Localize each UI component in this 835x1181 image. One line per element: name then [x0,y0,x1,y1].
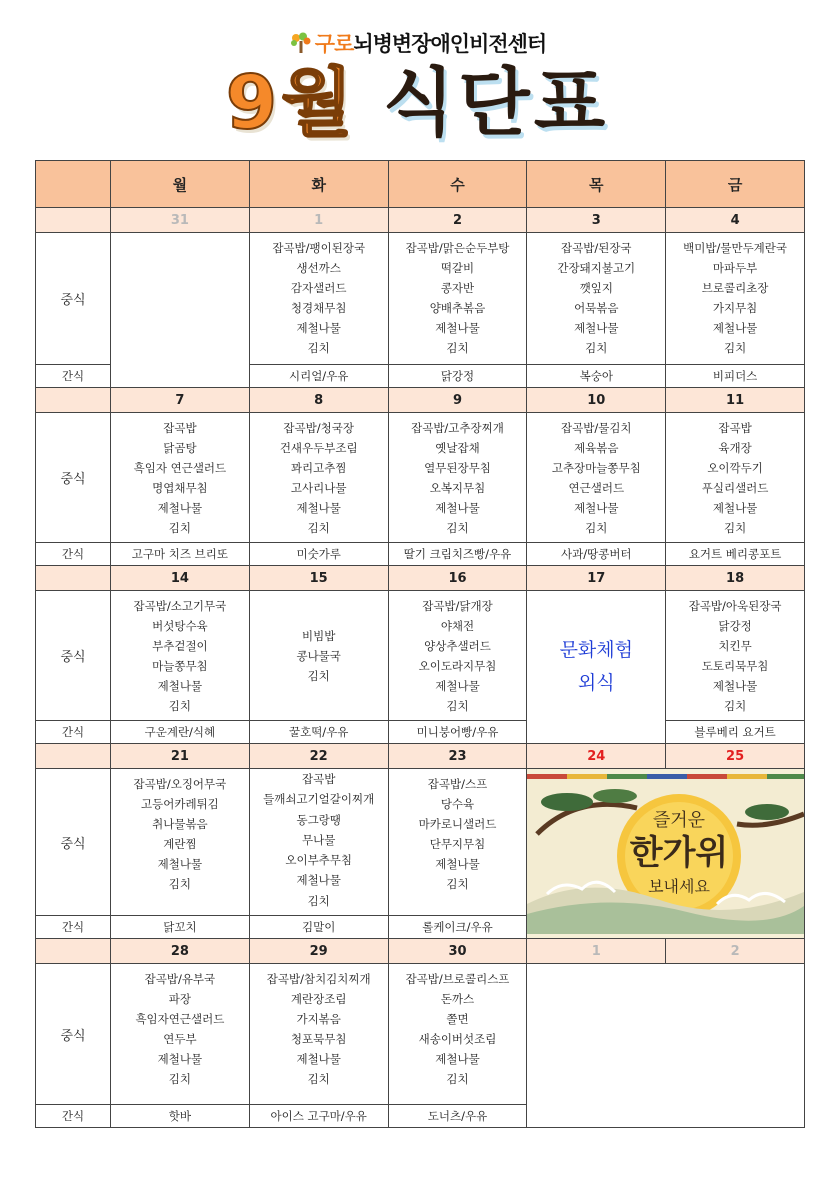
menu-item: 꽈리고추찜 [290,461,347,475]
lunch-menu [111,413,250,543]
menu-item: 오복지무침 [429,481,486,495]
lunch-row [36,964,805,1105]
menu-item: 잡곡밥/스프 [427,777,488,791]
menu-item: 양배추볶음 [429,301,486,315]
menu-item: 잡곡밥/유부국 [144,972,216,987]
menu-item: 외식 [577,672,615,694]
snack-cell: 고구마 치즈 브리또 [111,543,250,566]
menu-item: 김치 [307,521,330,535]
date-row [36,208,805,233]
menu-item: 브로콜리초장 [701,281,769,295]
snack-row [36,721,805,744]
menu-item: 비빔밥 [302,629,336,643]
holiday-greeting-1: 즐거운 [653,809,706,831]
snack-cell: 복숭아 [527,365,666,388]
date-cell: 30 [388,939,527,964]
menu-item: 김치 [446,699,469,713]
menu-item: 제철나물 [435,321,480,335]
date-cell: 29 [249,939,388,964]
menu-item: 콩나물국 [296,649,341,663]
lunch-menu [666,233,805,365]
menu-item: 김치 [307,669,330,683]
menu-item: 명엽채무침 [152,481,208,495]
menu-item: 콩자반 [440,281,475,295]
menu-item: 제육볶음 [574,441,619,455]
date-cell: 2 [388,208,527,233]
menu-item: 치킨무 [718,639,752,653]
day-header-wed: 수 [388,161,527,208]
lunch-menu [388,233,527,365]
menu-item: 파장 [168,992,191,1007]
menu-item: 김치 [723,341,747,355]
menu-item: 김치 [723,521,747,535]
menu-item: 흑임자연근샐러드 [135,1012,225,1027]
menu-item: 김치 [168,1072,191,1087]
menu-item: 김치 [723,699,747,713]
lunch-menu [249,964,388,1105]
snack-cell: 닭강정 [388,365,527,388]
lunch-row [36,769,805,916]
center-name [0,28,835,58]
menu-item: 건새우두부조림 [279,441,358,455]
snack-cell: 사과/땅콩버터 [527,543,666,566]
date-cell: 3 [527,208,666,233]
empty-cell [527,964,805,1128]
menu-item: 계란찜 [163,837,197,851]
menu-item: 잡곡밥/된장국 [561,241,632,255]
row-label-snack: 간식 [36,916,111,939]
snack-cell: 요거트 베리콩포트 [666,543,805,566]
date-cell: 14 [111,566,250,591]
menu-item: 간장돼지불고기 [557,261,636,275]
empty-cell [111,233,250,388]
menu-item: 제철나물 [157,1052,203,1067]
menu-item: 제철나물 [712,501,758,515]
cultural-event-cell [527,591,666,744]
lunch-menu [249,769,388,916]
snack-cell: 꿀호떡/우유 [249,721,388,744]
menu-item: 취나물볶음 [152,817,208,831]
menu-item: 잡곡밥/오징어무국 [133,777,227,791]
menu-item: 옛날잡채 [435,441,480,455]
date-cell: 10 [527,388,666,413]
center-name-rest: 뇌병변장애인비전센터 [353,32,547,56]
snack-cell: 구운계란/식혜 [111,721,250,744]
menu-item: 야채전 [440,619,475,633]
menu-item: 가지볶음 [296,1012,341,1027]
menu-item: 김치 [307,1072,330,1087]
menu-item: 버섯탕수육 [152,619,208,633]
day-header-thu: 목 [527,161,666,208]
date-cell: 21 [111,744,250,769]
center-name-accent: 구로 [314,32,354,56]
menu-item: 김치 [307,341,330,355]
menu-item: 잡곡밥/아욱된장국 [688,599,782,613]
menu-item: 생선까스 [296,261,341,275]
menu-item: 오이부추무침 [285,853,353,868]
menu-item: 김치 [585,341,608,355]
menu-item: 동그랑땡 [296,812,341,827]
lunch-menu [666,413,805,543]
menu-item: 오이도라지무침 [418,659,497,673]
menu-item: 제철나물 [296,321,341,335]
menu-item: 잡곡밥 [718,421,752,435]
date-cell-holiday: 24 [527,744,666,769]
menu-item: 김치 [446,877,469,891]
row-label-snack: 간식 [36,543,111,566]
menu-item: 고사리나물 [290,481,347,495]
snack-row [36,543,805,566]
date-row [36,744,805,769]
menu-item: 김치 [446,1072,469,1087]
menu-item: 닭강정 [718,619,752,633]
menu-item: 마늘쫑무침 [152,659,208,673]
menu-item: 제철나물 [712,679,758,693]
lunch-row [36,413,805,543]
menu-item: 문화체험 [559,639,633,661]
date-cell: 22 [249,744,388,769]
menu-item: 들깨쇠고기얼갈이찌개 [263,792,375,807]
lunch-menu [249,591,388,721]
holiday-greeting-3: 보내세요 [648,876,711,896]
menu-item: 오이깍두기 [707,461,763,475]
lunch-menu [527,413,666,543]
row-label-snack: 간식 [36,721,111,744]
menu-item: 잡곡밥/닭개장 [422,599,493,613]
date-cell: 7 [111,388,250,413]
date-cell: 9 [388,388,527,413]
menu-item: 잡곡밥/참치김치찌개 [266,972,371,987]
day-header-tue: 화 [249,161,388,208]
menu-item: 연근샐러드 [568,481,625,495]
lunch-menu [527,233,666,365]
day-header-fri: 금 [666,161,805,208]
menu-item: 제철나물 [296,1052,341,1067]
holiday-greeting-2: 한가위 [630,832,729,873]
menu-item: 단무지무침 [429,837,486,851]
menu-item: 제철나물 [296,873,341,888]
menu-item: 제철나물 [296,501,341,515]
lunch-menu [388,413,527,543]
menu-item: 제철나물 [157,501,203,515]
date-cell: 11 [666,388,805,413]
snack-cell: 미숫가루 [249,543,388,566]
menu-item: 깻잎지 [579,281,613,295]
menu-item: 닭곰탕 [163,441,197,455]
lunch-menu [111,769,250,916]
date-cell: 8 [249,388,388,413]
row-label-lunch: 중식 [36,591,111,721]
menu-item: 잡곡밥/청국장 [283,421,354,435]
menu-item: 제철나물 [157,857,203,871]
menu-item: 제철나물 [712,321,758,335]
menu-item: 제철나물 [435,501,480,515]
date-row [36,388,805,413]
menu-item: 김치 [585,521,608,535]
date-cell: 17 [527,566,666,591]
menu-item: 제철나물 [435,1052,480,1067]
menu-item: 김치 [168,877,191,891]
menu-item: 제철나물 [574,321,619,335]
menu-item: 김치 [446,521,469,535]
menu-item: 어묵볶음 [574,301,619,315]
date-cell-holiday: 25 [666,744,805,769]
page-title [0,58,835,148]
snack-cell: 블루베리 요거트 [666,721,805,744]
lunch-menu [111,964,250,1105]
lunch-menu [388,769,527,916]
date-row [36,939,805,964]
menu-item: 잡곡밥/물김치 [561,421,632,435]
menu-item: 청경채무침 [290,301,347,315]
menu-item: 제철나물 [435,857,480,871]
menu-item: 새송이버섯조림 [418,1032,497,1047]
snack-cell: 김말이 [249,916,388,939]
header [0,0,835,160]
lunch-row [36,591,805,721]
date-cell: 15 [249,566,388,591]
corner-cell [36,161,111,208]
date-cell: 18 [666,566,805,591]
tree-logo-icon [289,32,313,54]
lunch-menu [249,233,388,365]
lunch-menu [111,591,250,721]
lunch-menu [388,591,527,721]
snack-cell: 도너츠/우유 [388,1105,527,1128]
lunch-menu [388,964,527,1105]
snack-cell: 딸기 크림치즈빵/우유 [388,543,527,566]
menu-item: 당수육 [440,797,475,811]
title-menu: 식단표 [382,60,610,146]
date-cell: 23 [388,744,527,769]
menu-item: 연두부 [163,1032,197,1047]
menu-item: 쫄면 [446,1012,469,1027]
menu-item: 김치 [307,893,330,908]
day-header-row [36,161,805,208]
snack-cell: 비피더스 [666,365,805,388]
date-cell: 4 [666,208,805,233]
menu-item: 고추장마늘쫑무침 [551,461,641,475]
menu-item: 열무된장무침 [424,461,491,475]
row-label-snack: 간식 [36,365,111,388]
snack-cell: 시리얼/우유 [249,365,388,388]
date-row [36,566,805,591]
date-cell: 28 [111,939,250,964]
row-label-lunch: 중식 [36,413,111,543]
snack-cell: 닭꼬치 [111,916,250,939]
snack-cell: 미니붕어빵/우유 [388,721,527,744]
day-header-mon: 월 [111,161,250,208]
menu-item: 무나물 [302,832,336,847]
menu-table [35,160,805,1128]
menu-item: 육개장 [718,441,752,455]
menu-item: 잡곡밥 [163,421,197,435]
menu-item: 계란장조림 [290,992,347,1007]
menu-item: 김치 [168,521,191,535]
date-cell: 16 [388,566,527,591]
menu-item: 떡갈비 [440,261,475,275]
date-cell: 1 [249,208,388,233]
row-label-snack: 간식 [36,1105,111,1128]
menu-item: 마카로니샐러드 [418,817,497,831]
menu-item: 가지무침 [712,301,758,315]
menu-item: 흑임자 연근샐러드 [133,461,227,475]
menu-item: 마파두부 [712,261,758,275]
menu-item: 양상추샐러드 [424,639,491,653]
menu-item: 잡곡밥/팽이된장국 [272,241,366,255]
row-label-lunch: 중식 [36,769,111,916]
menu-item: 백미밥/물만두계란국 [683,241,788,255]
menu-item: 청포묵무침 [290,1032,347,1047]
date-cell: 31 [111,208,250,233]
menu-item: 잡곡밥 [302,772,336,786]
date-cell: 1 [527,939,666,964]
menu-item: 제철나물 [157,679,203,693]
menu-item: 잡곡밥/브로콜리스프 [405,972,510,987]
chuseok-banner-image [527,774,804,934]
title-month: 9월 [225,60,357,146]
lunch-row [36,233,805,365]
date-cell: 2 [666,939,805,964]
lunch-menu [666,591,805,721]
row-label-lunch: 중식 [36,233,111,365]
menu-item: 도토리묵무침 [701,659,769,673]
menu-item: 제철나물 [435,679,480,693]
menu-item: 김치 [446,341,469,355]
chuseok-illustration [527,769,805,939]
menu-item: 고등어카레튀김 [141,797,219,811]
menu-item: 감자샐러드 [290,281,347,295]
row-label-lunch: 중식 [36,964,111,1105]
menu-item: 제철나물 [574,501,619,515]
menu-item: 잡곡밥/고추장찌개 [411,421,504,435]
menu-item: 잡곡밥/소고기무국 [133,599,227,613]
snack-cell: 아이스 고구마/우유 [249,1105,388,1128]
menu-item: 돈까스 [440,992,475,1007]
lunch-menu [249,413,388,543]
menu-item: 푸실리샐러드 [701,481,769,495]
menu-item: 잡곡밥/맑은순두부탕 [405,241,510,255]
snack-cell: 롤케이크/우유 [388,916,527,939]
snack-cell: 핫바 [111,1105,250,1128]
menu-item: 김치 [168,699,191,713]
menu-item: 부추겉절이 [152,639,208,653]
